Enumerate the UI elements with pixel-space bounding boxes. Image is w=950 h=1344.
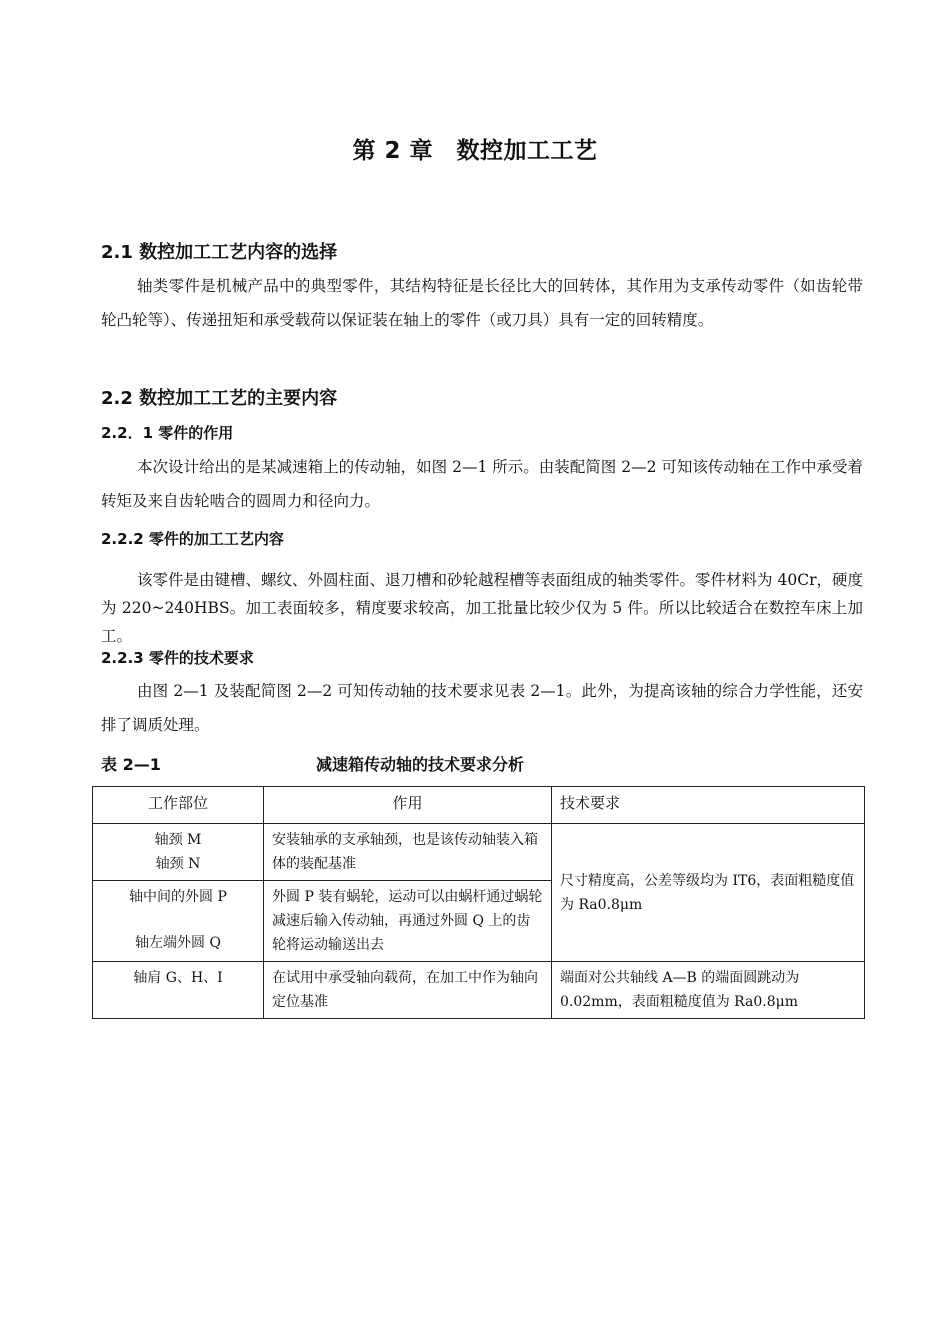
table-caption: 减速箱传动轴的技术要求分析 (316, 755, 525, 774)
part-name: 轴中间的外圆 P (129, 889, 227, 905)
section-2-1-paragraph: 轴类零件是机械产品中的典型零件，其结构特征是长径比大的回转体，其作用为支承传动零件（如齿轮带轮凸轮等）、传递扭矩和承受载荷以保证装在轴上的零件（或刀具）具有一定的回转精度。 (101, 277, 863, 329)
requirements-table (92, 786, 865, 1019)
header-work-part: 工作部位 (93, 787, 264, 824)
part-name: 轴肩 G、H、I (133, 970, 223, 986)
function-cell: 在试用中承受轴向载荷，在加工中作为轴向定位基准 (264, 962, 552, 1019)
chapter-title: 第 2 章 数控加工工艺 (352, 138, 598, 164)
table-row (93, 962, 865, 1019)
part-name: 轴颈 M (154, 832, 202, 848)
table-label: 表 2—1 (101, 755, 161, 774)
part-name: 轴颈 N (155, 856, 201, 872)
section-2-2-2-paragraph: 该零件是由键槽、螺纹、外圆柱面、退刀槽和砂轮越程槽等表面组成的轴类零件。零件材料为 40Cr，硬度为 220~240HBS。加工表面较多，精度要求较高，加工批量比较少仅为 5 件。所以比较适合在数控车床上加工。 (101, 571, 863, 645)
header-tech-requirement: 技术要求 (552, 787, 865, 824)
part-cell (93, 881, 264, 962)
function-cell: 外圆 P 装有蜗轮，运动可以由蜗杆通过蜗轮减速后输入传动轴，再通过外圆 Q 上的齿轮将运动输送出去 (264, 881, 552, 962)
part-name: 轴左端外圆 Q (135, 935, 221, 951)
section-2-2-1-heading: 2.2．1 零件的作用 (101, 424, 234, 442)
table-row (93, 824, 865, 881)
part-cell (93, 824, 264, 881)
table-header-row (93, 787, 865, 824)
requirement-cell: 端面对公共轴线 A—B 的端面圆跳动为 0.02mm，表面粗糙度值为 Ra0.8μm (552, 962, 865, 1019)
section-2-2-2-heading: 2.2.2 零件的加工工艺内容 (101, 530, 284, 548)
requirement-cell: 尺寸精度高，公差等级均为 IT6，表面粗糙度值为 Ra0.8μm (552, 824, 865, 962)
function-cell: 安装轴承的支承轴颈，也是该传动轴装入箱体的装配基准 (264, 824, 552, 881)
section-2-2-heading: 2.2 数控加工工艺的主要内容 (101, 388, 338, 409)
section-2-2-1-paragraph: 本次设计给出的是某减速箱上的传动轴，如图 2—1 所示。由装配简图 2—2 可知该传动轴在工作中承受着转矩及来自齿轮啮合的圆周力和径向力。 (101, 458, 863, 510)
part-cell (93, 962, 264, 1019)
section-2-2-3-heading: 2.2.3 零件的技术要求 (101, 649, 254, 667)
section-2-1-heading: 2.1 数控加工工艺内容的选择 (101, 242, 338, 263)
section-2-2-3-paragraph: 由图 2—1 及装配简图 2—2 可知传动轴的技术要求见表 2—1。此外，为提高该轴的综合力学性能，还安排了调质处理。 (101, 682, 863, 734)
header-function: 作用 (264, 787, 552, 824)
